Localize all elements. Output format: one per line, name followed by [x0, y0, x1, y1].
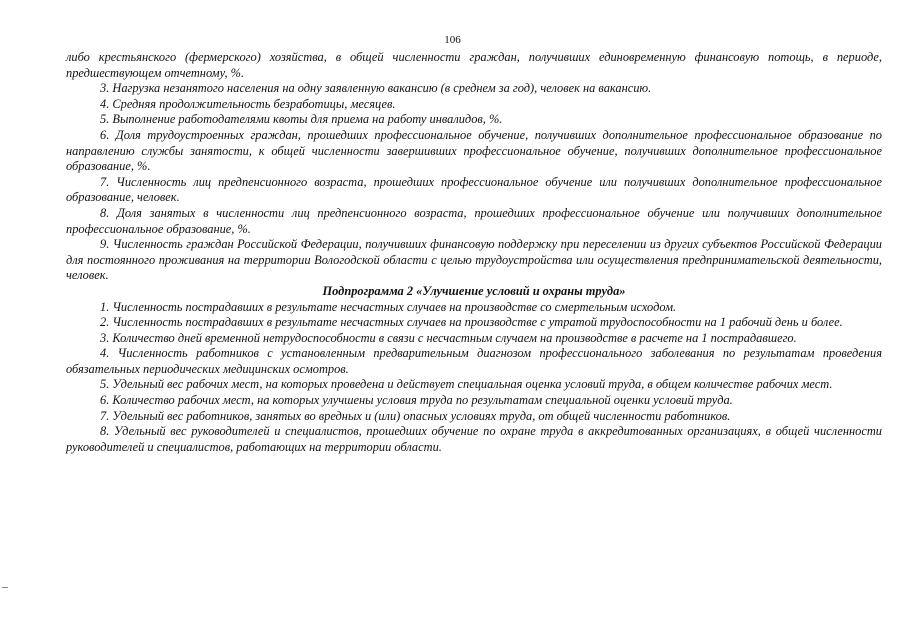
list-item: 7. Удельный вес работников, занятых во вредных и (или) опасных условиях труда, от общей численности работников.: [100, 408, 731, 423]
list-item: 2. Численность пострадавших в результате несчастных случаев на производстве с утратой трудоспособности на 1 рабочий день и более.: [100, 315, 843, 330]
list-item: 7. Численность лиц предпенсионного возраста, прошедших профессиональное обучение или получивших дополнительное профессиональное образование, человек.: [66, 174, 882, 205]
list-item: 3. Количество дней временной нетрудоспособности в связи с несчастным случаем на производстве в расчете на 1 пострадавшего.: [100, 330, 797, 345]
page-number: 106: [444, 34, 461, 46]
list-item: 9. Численность граждан Российской Федерации, получивших финансовую поддержку при переселении из других субъектов Российской Федерации для постоянного проживания на территории Вологодской области с целью трудоустройства или осуществления предпринимательской деятельности, человек.: [66, 237, 882, 283]
list-item: 1. Численность пострадавших в результате несчастных случаев на производстве со смертельным исходом.: [100, 299, 677, 314]
list-item: 8. Доля занятых в численности лиц предпенсионного возраста, прошедших профессиональное обучение или получивших дополнительное профессиональное образование, %.: [66, 205, 882, 236]
subprogram-heading: Подпрограмма 2 «Улучшение условий и охраны труда»: [322, 283, 626, 298]
paragraph-continuation: либо крестьянского (фермерского) хозяйства, в общей численности граждан, получивших единовременную финансовую поmощь, в периоде, предшествующем отчетному, %.: [66, 50, 882, 80]
list-item: 5. Удельный вес рабочих мест, на которых проведена и действует специальная оценка условий труда, в общем количестве рабочих мест.: [100, 377, 833, 392]
document-body: [66, 50, 882, 455]
list-item: 6. Доля трудоустроенных граждан, прошедших профессиональное обучение, получивших дополнительное профессиональное образование по направлению службы занятости, к общей численности завершивших профессиональное обучение, получивших дополнительное профессиональное образование, %.: [66, 127, 882, 174]
list-item: 8. Удельный вес руководителей и специалистов, прошедших обучение по охране труда в аккредитованных организациях, в общей численности руководителей и специалистов, работающих на территории области.: [66, 424, 882, 454]
list-item: 6. Количество рабочих мест, на которых улучшены условия труда по результатам специальной оценки условий труда.: [100, 393, 733, 408]
list-item: 4. Средняя продолжительность безработицы, месяцев.: [100, 96, 396, 111]
list-item: 4. Численность работников с установленным предварительным диагнозом профессионального заболевания по результатам проведения обязательных периодических медицинских осмотров.: [66, 346, 882, 376]
margin-mark: [2, 587, 8, 588]
list-item: 3. Нагрузка незанятого населения на одну заявленную вакансию (в среднем за год), человек на вакансию.: [100, 81, 652, 96]
list-item: 5. Выполнение работодателями квоты для приема на работу инвалидов, %.: [100, 112, 503, 127]
